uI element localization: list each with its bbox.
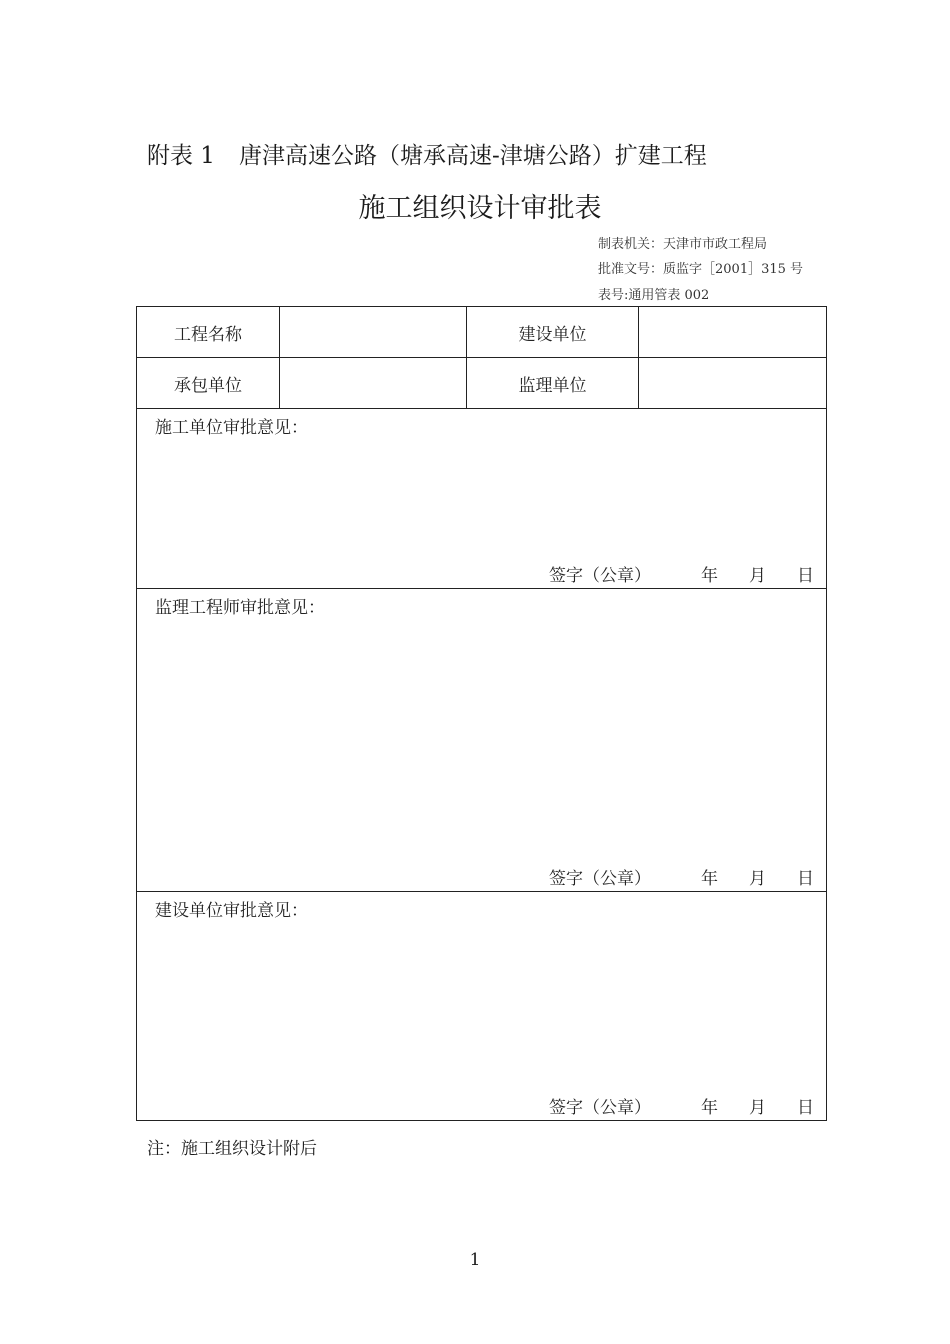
- table-row: [137, 409, 827, 589]
- footnote: 注：施工组织设计附后: [147, 1139, 317, 1159]
- signature-label: 签字（公章）: [549, 1098, 651, 1118]
- month-label: 月: [749, 566, 766, 586]
- owner-opinion-section[interactable]: [137, 892, 827, 1121]
- contractor-label: 承包单位: [137, 358, 280, 409]
- year-label: 年: [701, 1098, 718, 1118]
- table-row: [137, 589, 827, 892]
- contractor-field[interactable]: [280, 358, 467, 409]
- appendix-label: 附表 1: [147, 143, 215, 169]
- table-row: [137, 358, 827, 409]
- day-label: 日: [797, 869, 814, 889]
- page-number: 1: [469, 1250, 481, 1270]
- section-title: 建设单位审批意见：: [155, 901, 308, 921]
- issuer-line: 制表机关：天津市市政工程局: [598, 237, 768, 252]
- supervisor-unit-label: 监理单位: [467, 358, 639, 409]
- project-heading: [147, 137, 707, 170]
- form-number-line: 表号:通用管表 002: [598, 288, 710, 303]
- signature-line: [549, 864, 814, 889]
- table-row: [137, 307, 827, 358]
- project-name-field[interactable]: [280, 307, 467, 358]
- year-label: 年: [701, 869, 718, 889]
- owner-unit-label: 建设单位: [467, 307, 639, 358]
- contractor-opinion-section[interactable]: [137, 409, 827, 589]
- supervisor-opinion-section[interactable]: [137, 589, 827, 892]
- table-row: [137, 892, 827, 1121]
- section-title: 施工单位审批意见：: [155, 418, 308, 438]
- month-label: 月: [749, 869, 766, 889]
- approval-form-table: [136, 306, 827, 1121]
- approval-number-line: 批准文号：质监字［2001］315 号: [598, 262, 804, 277]
- section-title: 监理工程师审批意见：: [155, 598, 325, 618]
- signature-label: 签字（公章）: [549, 869, 651, 889]
- year-label: 年: [701, 566, 718, 586]
- month-label: 月: [749, 1098, 766, 1118]
- day-label: 日: [797, 1098, 814, 1118]
- supervisor-unit-field[interactable]: [639, 358, 827, 409]
- day-label: 日: [797, 566, 814, 586]
- form-title: 施工组织设计审批表: [358, 193, 602, 224]
- owner-unit-field[interactable]: [639, 307, 827, 358]
- project-name-label: 工程名称: [137, 307, 280, 358]
- signature-line: [549, 1093, 814, 1118]
- signature-label: 签字（公章）: [549, 566, 651, 586]
- project-title: 唐津高速公路（塘承高速-津塘公路）扩建工程: [239, 143, 707, 169]
- signature-line: [549, 561, 814, 586]
